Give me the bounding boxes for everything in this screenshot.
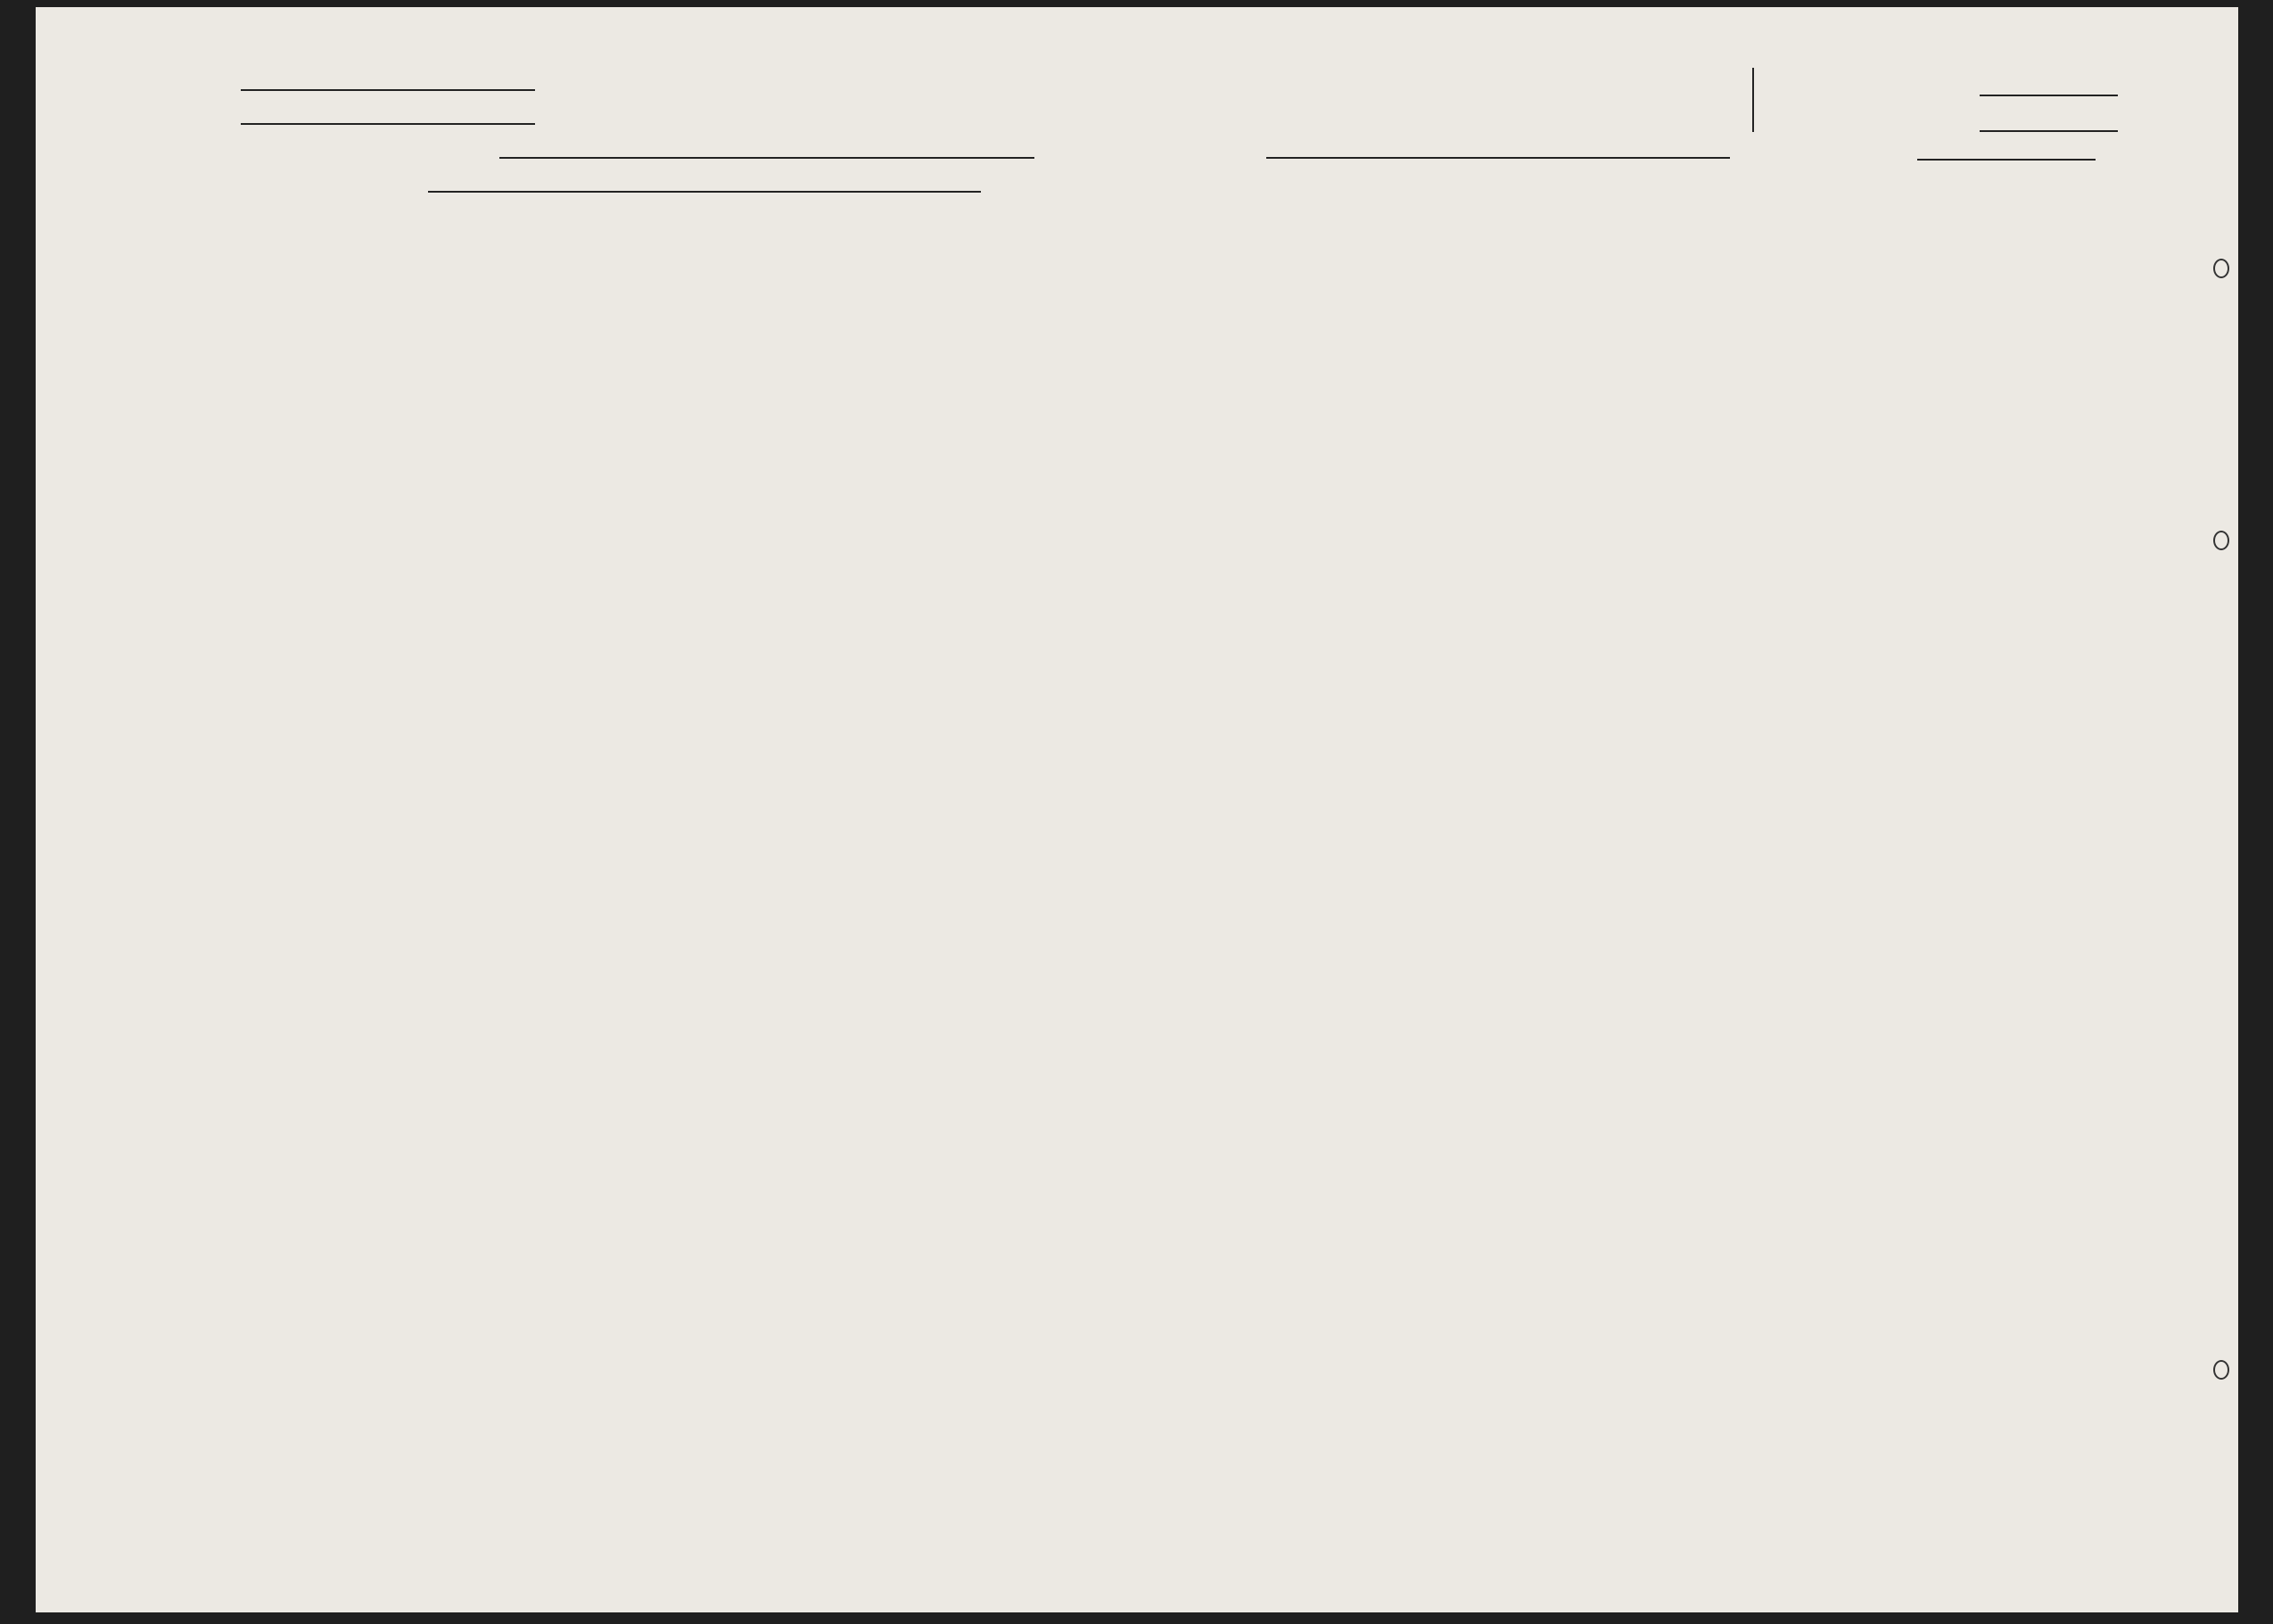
binder-hole — [2213, 1360, 2229, 1380]
binder-hole — [2213, 259, 2229, 278]
table-grid — [36, 7, 2238, 1612]
census-sheet — [36, 7, 2238, 1612]
binder-hole — [2213, 531, 2229, 550]
